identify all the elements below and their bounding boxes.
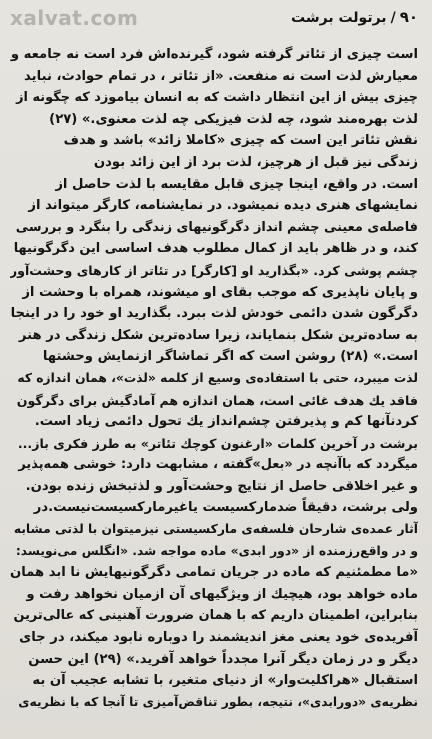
text-line: ماده خواهد بود، هیچیك از ویژگیهای آن ازمیان نخواهد رفت و (26, 586, 418, 602)
page-number: ۹۰ (399, 8, 418, 26)
text-line: به ساده‌ترین شکل بنمایاند، زیرا ساده‌ترین شکل زندگی در هنر (18, 327, 418, 343)
text-line: است چیزی از تئاتر گرفته شود، گیرنده‌اش فرد است نه جامعه و (10, 47, 418, 62)
text-line: و غیر اخلاقی حاصل از نتایج وحشت‌آور و لذتبخش زنده بودن. (25, 478, 418, 494)
text-line: دگرگون شدن دائمی خودش لذت ببرد. بگذارید او خود را در اینجا (10, 306, 418, 322)
header-separator: / (390, 10, 396, 26)
text-line: کردنآنها کم و پذیرفتن چشم‌انداز یك تحول دائمی زیاد است. (34, 414, 418, 430)
text-line: آفریده‌ی خود یعنی مغز اندیشمند را دوباره نابود میکند، در جای (19, 630, 418, 646)
text-line: فاصله‌ی معینی چشم انداز دگرگونیهای زندگی را بنگرد و بررسی (15, 219, 418, 235)
text-line: نمایشهای هنری دیده نمیشود. در نمایشنامه، کارگر میتواند از (28, 198, 418, 214)
text-line: و در واقع‌رزمنده از «دور ابدی» ماده مواجه شد. «انگلس می‌نویسد: (15, 543, 418, 558)
text-line: استقبال «هراکلیت‌وار» از دنیای متغیر، با تشابه عجیب آن به (32, 673, 418, 689)
text-line: ولی برشت، دقیقاً ضدمارکسیست یاغیرمارکسیست‌نیست.در (33, 500, 418, 516)
text-line: برشت در آخرین کلمات «ارغنون کوچك تئاتر» به طرز فکری باز... (17, 435, 418, 451)
text-line: است.» (۲۸) روشن است که اگر تماشاگر ازنمایش وحشتها (42, 349, 418, 365)
text-line: کند، و در ظاهر باید از کمال مطلوب هدف اساسی این دگرگونیها (13, 241, 418, 257)
text-line: میگردد که باآنچه در «بعل»گفته ، مشابهت دارد: خوشی همه‌پذیر (18, 457, 418, 473)
body-text (10, 44, 418, 713)
text-line: بنابراین، اطمینان داریم که با همان ضرورت آهنینی که عالی‌ترین (13, 608, 418, 624)
page-header (291, 8, 418, 26)
text-line: زندگی نیز قبل از هرچیز، لذت برد از این زائد بودن (93, 154, 418, 170)
text-line: است. در واقع، اینجا چیزی قابل مقایسه با لذت حاصل از (55, 176, 418, 192)
text-line: چیزی بیش از این انتظار داشت که به انسان بیاموزد که چگونه از (16, 90, 418, 106)
text-line: چشم پوشی کرد. «بگذارید او [کارگر] در تئاتر از کارهای وحشت‌آور (10, 262, 418, 278)
text-line: و پایان ناپذیری که موجب بقای او میشوند، همراه با وحشت از (22, 284, 418, 300)
text-line: نقش تئاتر این است که چیزی «کاملا زائد» باشد و هدف (63, 133, 418, 149)
text-line: لذت بهره‌مند شود، چه لذت فیزیکی چه لذت معنوی.» (۲۷) (49, 111, 418, 127)
text-line: آثار عمده‌ی شارحان فلسفه‌ی مارکسیستی نیزمیتوان با لذتی مشابه (13, 522, 418, 537)
book-title: برتولت برشت (291, 10, 387, 26)
text-line: لذت میبرد، حتی با استفاده‌ی وسیع از کلمه «لذت»، همان اندازه که (17, 370, 418, 385)
text-line: نظریه‌ی «دورابدی»، نتیجه، بطور تناقض‌آمیزی تا آنجا که با نظریه‌ی (18, 694, 418, 709)
watermark: xalvat.com (10, 6, 139, 30)
text-line: دیگر و در زمان دیگر آنرا مجدداً خواهد آفرید.» (۲۹) این حسن (28, 651, 418, 667)
text-line: «ما مطمئنیم که ماده در جریان تمامی دگرگونیهایش نا ابد همان (10, 565, 418, 581)
text-line: معیارش لذت است نه منفعت. «از تئاتر ، در تمام حوادث، نباید (24, 68, 418, 84)
text-line: فاقد یك هدف غائی است، همان اندازه هم آمادگیش برای دگرگون (16, 392, 418, 408)
